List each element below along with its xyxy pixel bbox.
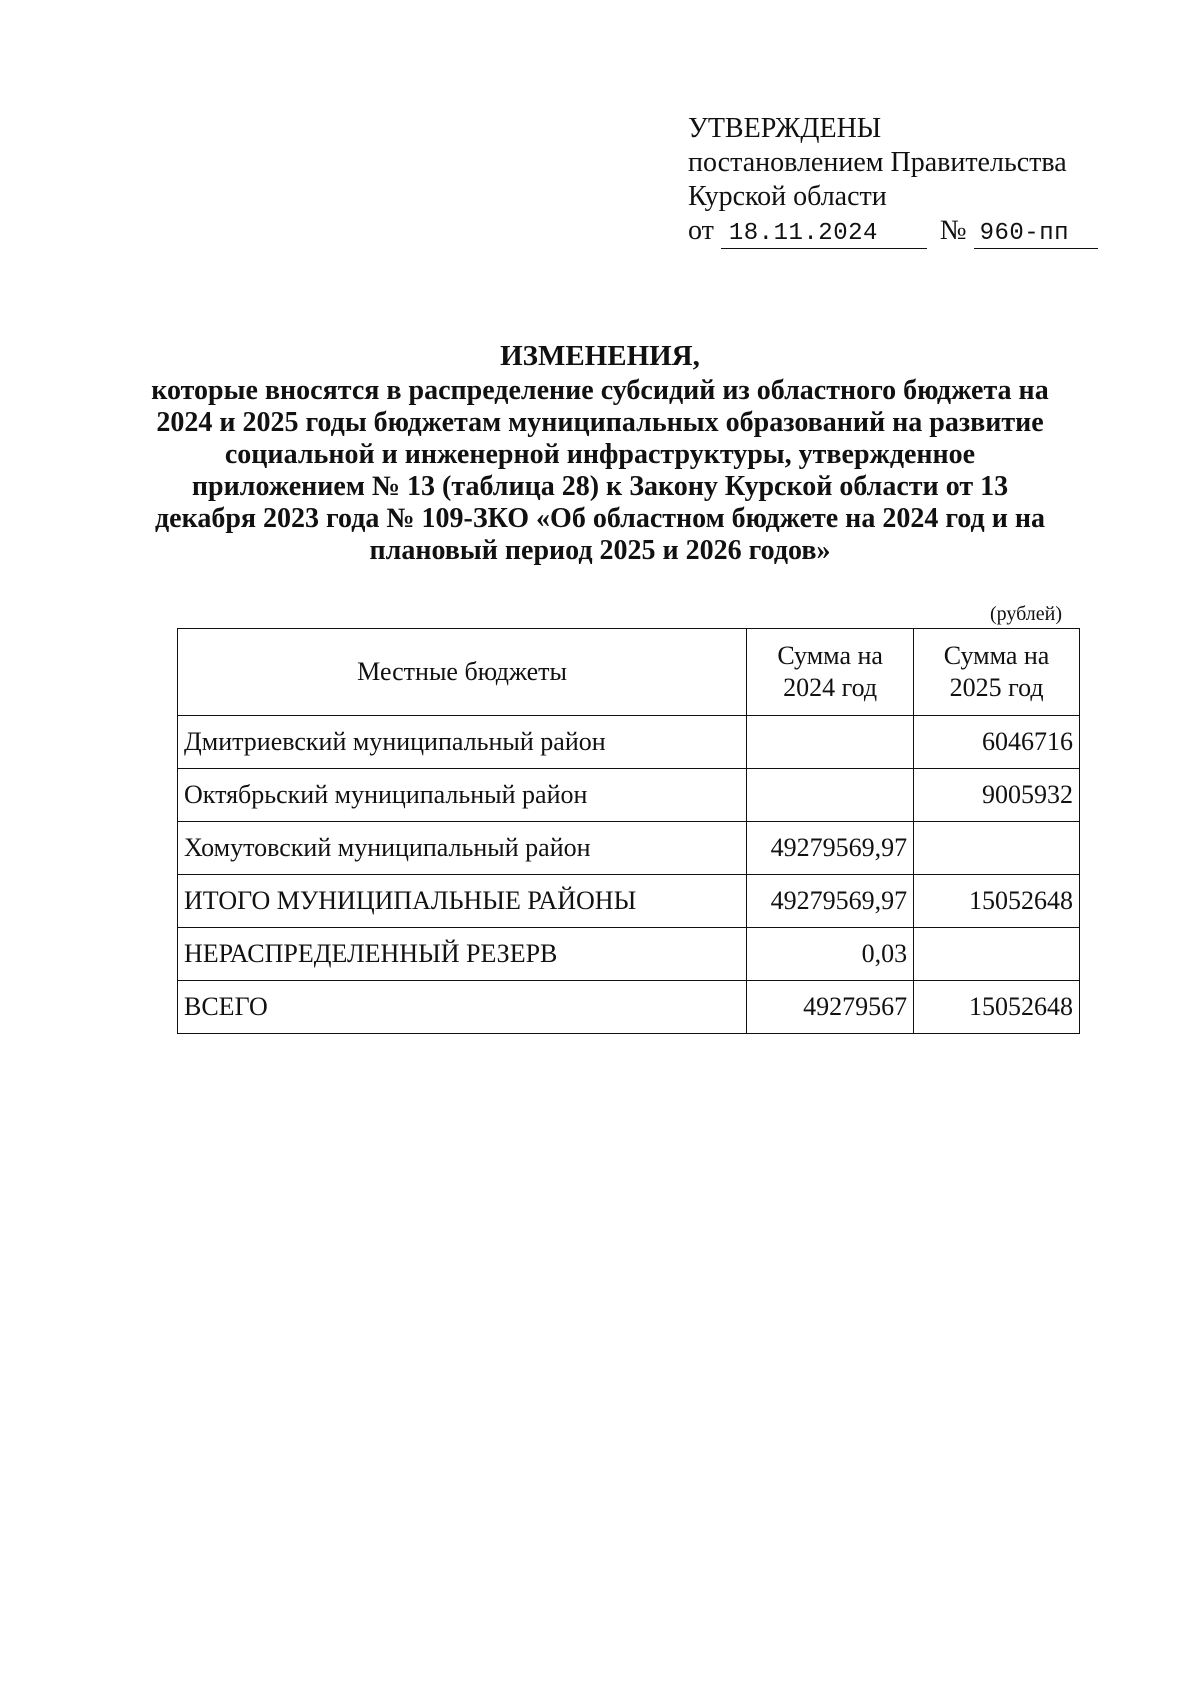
subsidy-table xyxy=(177,628,1080,1034)
approval-title: УТВЕРЖДЕНЫ xyxy=(688,113,882,144)
title-line: декабря 2023 года № 109-ЗКО «Об областном бюджете на 2024 год и на xyxy=(155,503,1045,534)
header-sum-2024: Сумма на 2024 год xyxy=(747,629,914,716)
row-name: Хомутовский муниципальный район xyxy=(178,822,747,875)
approval-number-sign: № xyxy=(939,215,967,246)
table-row xyxy=(178,875,1080,928)
header-local-budgets: Местные бюджеты xyxy=(178,629,747,716)
row-sum-2025: 6046716 xyxy=(914,716,1080,769)
row-sum-2025: 15052648 xyxy=(914,981,1080,1034)
units-label: (рублей) xyxy=(990,603,1063,625)
row-sum-2024 xyxy=(747,716,914,769)
table-row xyxy=(178,928,1080,981)
table-row xyxy=(178,716,1080,769)
approval-region: Курской области xyxy=(688,181,887,212)
row-name: Дмитриевский муниципальный район xyxy=(178,716,747,769)
title-heading: ИЗМЕНЕНИЯ, xyxy=(500,340,700,372)
row-name: НЕРАСПРЕДЕЛЕННЫЙ РЕЗЕРВ xyxy=(178,928,747,981)
table-row xyxy=(178,822,1080,875)
header-sum-2025: Сумма на 2025 год xyxy=(914,629,1080,716)
approval-authority: постановлением Правительства xyxy=(688,147,1067,178)
title-line: приложением № 13 (таблица 28) к Закону Курской области от 13 xyxy=(191,471,1009,502)
approval-date: 18.11.2024 xyxy=(721,220,927,249)
title-line: социальной и инженерной инфраструктуры, утвержденное xyxy=(224,439,976,470)
table-row xyxy=(178,981,1080,1034)
row-name: ВСЕГО xyxy=(178,981,747,1034)
title-line: плановый период 2025 и 2026 годов» xyxy=(369,535,831,566)
table-row xyxy=(178,769,1080,822)
row-sum-2025 xyxy=(914,822,1080,875)
title-line: которые вносятся в распределение субсидий из областного бюджета на xyxy=(151,375,1049,406)
approval-block xyxy=(688,112,1108,249)
document-title xyxy=(150,340,1050,567)
row-sum-2024: 0,03 xyxy=(747,928,914,981)
approval-number: 960-пп xyxy=(974,220,1098,249)
row-sum-2024: 49279569,97 xyxy=(747,822,914,875)
row-sum-2025: 15052648 xyxy=(914,875,1080,928)
row-name: ИТОГО МУНИЦИПАЛЬНЫЕ РАЙОНЫ xyxy=(178,875,747,928)
table-header-row xyxy=(178,629,1080,716)
row-sum-2024: 49279569,97 xyxy=(747,875,914,928)
row-sum-2025 xyxy=(914,928,1080,981)
row-sum-2024: 49279567 xyxy=(747,981,914,1034)
row-sum-2025: 9005932 xyxy=(914,769,1080,822)
row-sum-2024 xyxy=(747,769,914,822)
row-name: Октябрьский муниципальный район xyxy=(178,769,747,822)
approval-date-prefix: от xyxy=(688,215,714,246)
approval-date-line xyxy=(688,214,1108,249)
title-line: 2024 и 2025 годы бюджетам муниципальных образований на развитие xyxy=(156,407,1044,438)
